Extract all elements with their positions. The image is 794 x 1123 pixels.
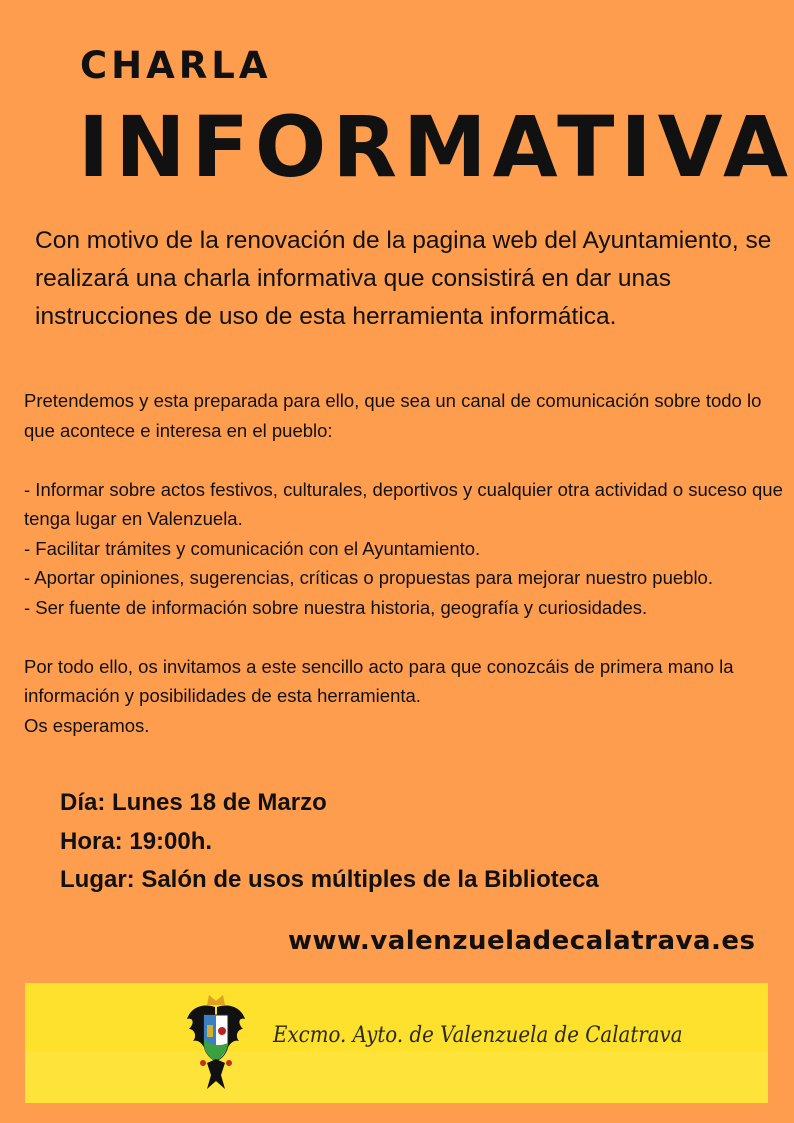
body-text <box>24 386 784 740</box>
body-line: - Aportar opiniones, sugerencias, críticas o propuestas para mejorar nuestro pueblo. <box>24 567 713 588</box>
body-line: - Facilitar trámites y comunicación con el Ayuntamiento. <box>24 537 481 559</box>
body-line: Os esperamos. <box>24 714 150 736</box>
event-details <box>60 784 599 900</box>
body-line <box>24 622 784 652</box>
website-link[interactable]: www.valenzueladecalatrava.es <box>288 926 756 956</box>
body-line: - Informar sobre actos festivos, culturales, deportivos y cualquier otra actividad o suceso que tenga lugar en Valenzuela. <box>24 478 783 529</box>
title-charla: CHARLA <box>80 44 272 87</box>
coat-of-arms-icon <box>185 993 247 1095</box>
council-name: Excmo. Ayto. de Valenzuela de Calatrava <box>273 1023 683 1048</box>
council-banner <box>25 983 768 1103</box>
body-line: Pretendemos y esta preparada para ello, que sea un canal de comunicación sobre todo lo que acontece e interesa en el pueblo: <box>24 390 762 441</box>
intro-paragraph: Con motivo de la renovación de la pagina web del Ayuntamiento, se realizará una charla informativa que consistirá en dar unas instrucciones de uso de esta herramienta informática. <box>35 227 772 330</box>
event-time: Hora: 19:00h. <box>60 827 213 855</box>
body-line: - Ser fuente de información sobre nuestra historia, geografía y curiosidades. <box>24 596 648 618</box>
event-day: Día: Lunes 18 de Marzo <box>60 789 327 816</box>
event-place: Lugar: Salón de usos múltiples de la Biblioteca <box>60 866 599 893</box>
body-line: Por todo ello, os invitamos a este sencillo acto para que conozcáis de primera mano la información y posibilidades de esta herramienta. <box>24 655 734 706</box>
body-line <box>24 445 784 475</box>
title-informativa: INFORMATIVA <box>78 98 794 196</box>
